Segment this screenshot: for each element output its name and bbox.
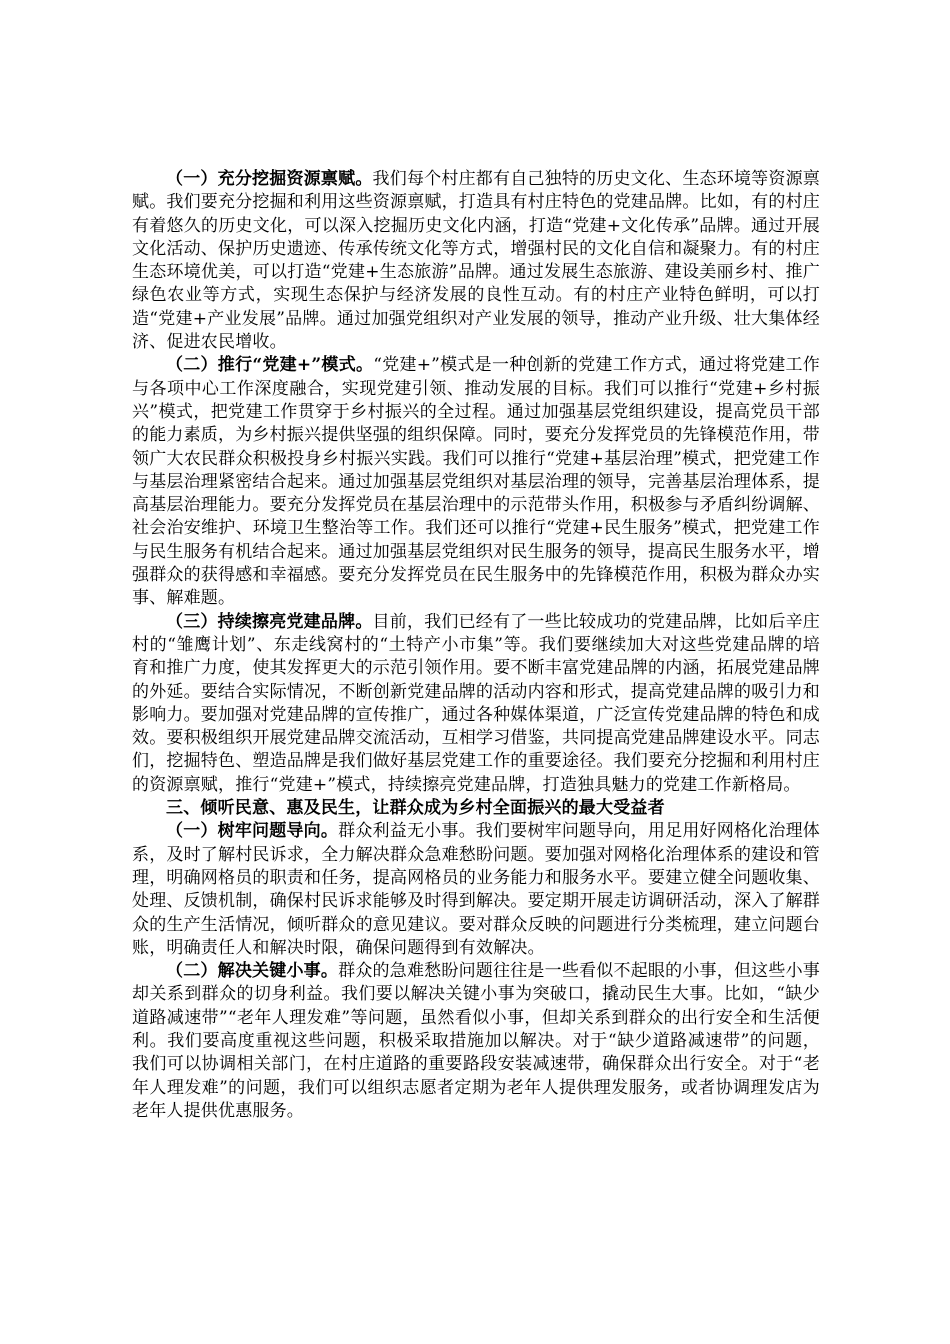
paragraph-polish-brand — [132, 611, 820, 797]
paragraph-key-small-matters — [132, 960, 820, 1123]
paragraph-resource-endowment — [132, 168, 820, 354]
paragraph-lead: （一）树牢问题导向。 — [166, 821, 339, 842]
section-heading: 三、倾听民意、惠及民生，让群众成为乡村全面振兴的最大受益者 — [166, 798, 665, 819]
paragraph-body: 目前，我们已经有了一些比较成功的党建品牌，比如后辛庄村的“雏鹰计划”、东走线窝村的“土特产小市集”等。我们要继续加大对这些党建品牌的培育和推广力度，使其发挥更大的示范引领作用。要不断丰富党建品牌的内涵，拓展党建品牌的外延。要结合实际情况，不断创新党建品牌的活动内容和形式，提高党建品牌的吸引力和影响力。要加强对党建品牌的宣传推广，通过各种媒体渠道，广泛宣传党建品牌的特色和成效。要积极组织开展党建品牌交流活动，互相学习借鉴，共同提高党建品牌建设水平。同志们，挖掘特色、塑造品牌是我们做好基层党建工作的重要途径。我们要充分挖掘和利用村庄的资源禀赋，推行“党建+”模式，持续擦亮党建品牌，打造独具魅力的党建工作新格局。 — [132, 611, 820, 795]
paragraph-lead: （二）解决关键小事。 — [166, 961, 339, 982]
paragraph-party-building-plus — [132, 354, 820, 610]
paragraph-problem-orientation — [132, 820, 820, 960]
document-page — [132, 168, 820, 1123]
paragraph-lead: （二）推行“党建+”模式。 — [166, 355, 374, 376]
paragraph-body: “党建+”模式是一种创新的党建工作方式，通过将党建工作与各项中心工作深度融合，实现党建引领、推动发展的目标。我们可以推行“党建+乡村振兴”模式，把党建工作贯穿于乡村振兴的全过程。通过加强基层党组织建设，提高党员干部的能力素质，为乡村振兴提供坚强的组织保障。同时，要充分发挥党员的先锋模范作用，带领广大农民群众积极投身乡村振兴实践。我们可以推行“党建+基层治理”模式，把党建工作与基层治理紧密结合起来。通过加强基层党组织对基层治理的领导，完善基层治理体系，提高基层治理能力。要充分发挥党员在基层治理中的示范带头作用，积极参与矛盾纠纷调解、社会治安维护、环境卫生整治等工作。我们还可以推行“党建+民生服务”模式，把党建工作与民生服务有机结合起来。通过加强基层党组织对民生服务的领导，提高民生服务水平，增强群众的获得感和幸福感。要充分发挥党员在民生服务中的先锋模范作用，积极为群众办实事、解难题。 — [132, 355, 820, 609]
paragraph-lead: （一）充分挖掘资源禀赋。 — [166, 169, 373, 189]
paragraph-lead: （三）持续擦亮党建品牌。 — [166, 611, 373, 632]
paragraph-body: 群众的急难愁盼问题往往是一些看似不起眼的小事，但这些小事却关系到群众的切身利益。我们要以解决关键小事为突破口，撬动民生大事。比如，“缺少道路减速带”“老年人理发难”等问题，虽然看似小事，但却关系到群众的出行安全和生活便利。我们要高度重视这些问题，积极采取措施加以解决。对于“缺少道路减速带”的问题，我们可以协调相关部门，在村庄道路的重要路段安装减速带，确保群众出行安全。对于“老年人理发难”的问题，我们可以组织志愿者定期为老年人提供理发服务，或者协调理发店为老年人提供优惠服务。 — [132, 961, 820, 1121]
paragraph-body: 我们每个村庄都有自己独特的历史文化、生态环境等资源禀赋。我们要充分挖掘和利用这些资源禀赋，打造具有村庄特色的党建品牌。比如，有的村庄有着悠久的历史文化，可以深入挖掘历史文化内涵，打造“党建+文化传承”品牌。通过开展文化活动、保护历史遗迹、传承传统文化等方式，增强村民的文化自信和凝聚力。有的村庄生态环境优美，可以打造“党建+生态旅游”品牌。通过发展生态旅游、建设美丽乡村、推广绿色农业等方式，实现生态保护与经济发展的良性互动。有的村庄产业特色鲜明，可以打造“党建+产业发展”品牌。通过加强党组织对产业发展的领导，推动产业升级、壮大集体经济、促进农民增收。 — [132, 169, 820, 353]
paragraph-body: 群众利益无小事。我们要树牢问题导向，用足用好网格化治理体系，及时了解村民诉求，全力解决群众急难愁盼问题。要加强对网格化治理体系的建设和管理，明确网格员的职责和任务，提高网格员的业务能力和服务水平。要建立健全问题收集、处理、反馈机制，确保村民诉求能够及时得到解决。要定期开展走访调研活动，深入了解群众的生产生活情况，倾听群众的意见建议。要对群众反映的问题进行分类梳理，建立问题台账，明确责任人和解决时限，确保问题得到有效解决。 — [132, 821, 820, 958]
